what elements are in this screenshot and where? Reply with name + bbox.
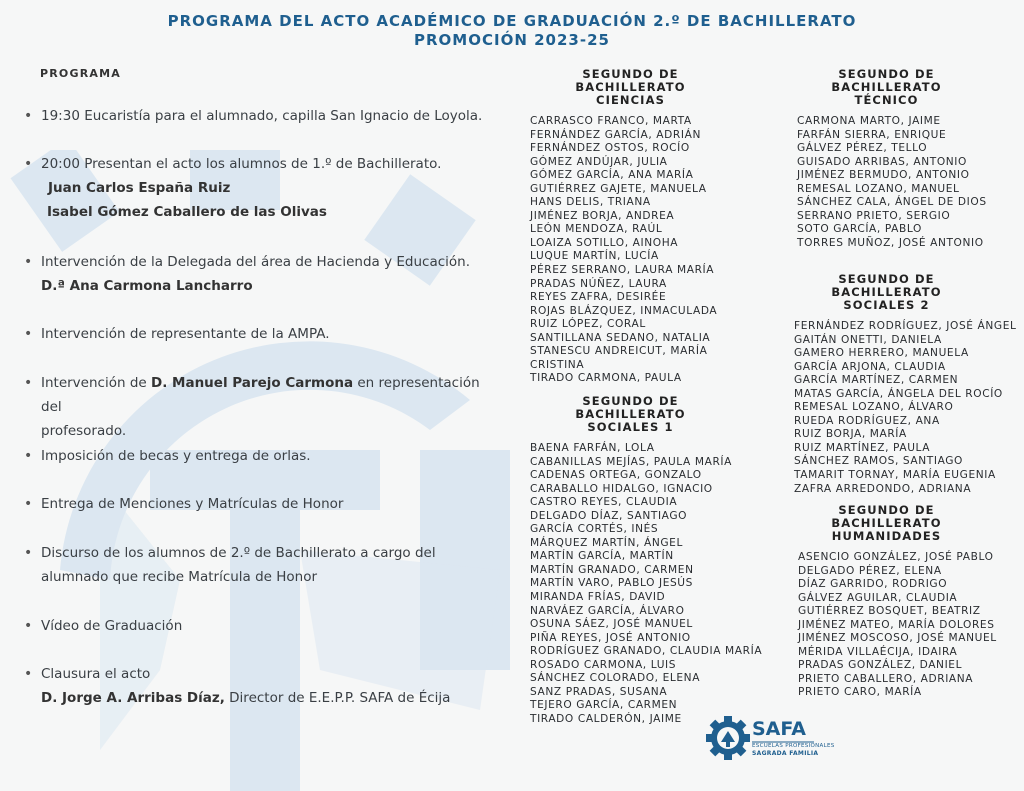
bullet-icon: • [24,108,33,124]
group-tecnico [784,68,989,250]
student-name: CASTRO REYES, CLAUDIA [530,496,678,509]
program-item: • 19:30 Eucaristía para el alumnado, capilla San Ignacio de Loyola. [24,104,504,128]
program-item: • Discurso de los alumnos de 2.º de Bachillerato a cargo del alumnado que recibe Matrícula de Honor [24,541,504,589]
group-title: SEGUNDO DE BACHILLERATO HUMANIDADES [831,503,942,543]
program-item: • Intervención de D. Manuel Parejo Carmona en representación del profesorado. [24,371,504,443]
student-name: CARMONA MARTO, JAIME [797,115,941,127]
student-name: DELGADO DÍAZ, SANTIAGO [530,509,688,522]
student-name: MÁRQUEZ MARTÍN, ÁNGEL [530,536,683,549]
student-name: GAMERO HERRERO, MANUELA [794,347,969,360]
student-name: GAITÁN ONETTI, DANIELA [794,333,942,346]
student-name: BAENA FARFÁN, LOLA [530,442,655,454]
student-name: SANZ PRADAS, SUSANA [530,685,668,698]
student-name: REMESAL LOZANO, MANUEL [797,182,960,195]
student-name: SÁNCHEZ CALA, ÁNGEL DE DIOS [797,196,987,209]
group-ciencias [528,68,733,386]
bullet-icon: • [24,666,33,682]
student-name: FERNÁNDEZ OSTOS, ROCÍO [530,142,690,155]
student-name: CARRASCO FRANCO, MARTA [530,115,692,127]
program-item: • Vídeo de Graduación [24,614,504,638]
logo-subtitle-2: SAGRADA FAMILIA [752,750,819,757]
student-name: SÁNCHEZ RAMOS, SANTIAGO [794,455,963,468]
bullet-icon: • [24,254,33,270]
student-name: MARTÍN GRANADO, CARMEN [530,563,694,576]
student-name: GÓMEZ GARCÍA, ANA MARÍA [530,169,694,182]
student-name: DELGADO PÉREZ, ELENA [798,564,942,577]
student-name: GUISADO ARRIBAS, ANTONIO [797,155,967,168]
student-name: MARTÍN VARO, PABLO JESÚS [530,577,693,590]
student-name: TAMARIT TORNAY, MARÍA EUGENIA [794,469,996,482]
student-name: MATAS GARCÍA, ÁNGELA DEL ROCÍO [794,387,1003,400]
student-name: LUQUE MARTÍN, LUCÍA [530,250,659,263]
group-title: SEGUNDO DE BACHILLERATO SOCIALES 2 [831,272,942,312]
student-name: PIÑA REYES, JOSÉ ANTONIO [530,631,691,644]
student-name: RUIZ LÓPEZ, CORAL [530,318,646,331]
student-name: GUTIÉRREZ BOSQUET, BEATRIZ [798,605,981,618]
program-item: • Imposición de becas y entrega de orlas. [24,444,504,468]
group-title: SEGUNDO DE BACHILLERATO CIENCIAS [575,67,686,107]
program-item: • Clausura el acto D. Jorge A. Arribas Díaz, Director de E.E.P.P. SAFA de Écija [24,662,504,710]
page-subtitle: PROMOCIÓN 2023-25 [414,31,610,49]
bullet-icon: • [24,448,33,464]
student-name: TIRADO CARMONA, PAULA [530,372,682,385]
bullet-icon: • [24,156,33,172]
student-name: DÍAZ GARRIDO, RODRIGO [798,578,948,591]
group-title: SEGUNDO DE BACHILLERATO SOCIALES 1 [575,394,686,434]
logo-brand: SAFA [752,718,806,740]
name-list [530,115,733,386]
student-name: ASENCIO GONZÁLEZ, JOSÉ PABLO [798,551,994,563]
group-sociales-2 [784,272,1017,496]
group-title: SEGUNDO DE BACHILLERATO TÉCNICO [831,67,942,107]
program-item: • Intervención de representante de la AMPA. [24,322,504,346]
student-name: SOTO GARCÍA, PABLO [797,223,922,236]
student-name: STANESCU ANDREICUT, MARÍA [530,345,708,358]
student-name: MÉRIDA VILLAÉCIJA, IDAIRA [798,645,958,658]
student-name: ZAFRA ARREDONDO, ADRIANA [794,482,972,495]
name-list [797,115,989,250]
page-header [0,12,1024,50]
student-name: FERNÁNDEZ RODRÍGUEZ, JOSÉ ÁNGEL [794,320,1017,332]
student-name: MIRANDA FRÍAS, DAVID [530,591,666,604]
student-name: TORRES MUÑOZ, JOSÉ ANTONIO [797,236,984,249]
name-list [798,551,997,700]
student-name: PRIETO CABALLERO, ADRIANA [798,672,974,685]
student-name: CARABALLO HIDALGO, IGNACIO [530,482,713,495]
student-name: SERRANO PRIETO, SERGIO [797,209,951,222]
programa-heading: PROGRAMA [40,67,121,80]
student-name: JIMÉNEZ BORJA, ANDREA [530,209,675,222]
bullet-icon: • [24,375,33,391]
student-name: OSUNA SÁEZ, JOSÉ MANUEL [530,618,693,631]
student-name: SÁNCHEZ COLORADO, ELENA [530,672,701,685]
program-item: • Entrega de Menciones y Matrículas de Honor [24,492,504,516]
student-name: ROSADO CARMONA, LUIS [530,658,677,671]
student-name: GARCÍA CORTÉS, INÉS [530,523,659,536]
student-name: JIMÉNEZ BERMUDO, ANTONIO [797,169,970,182]
student-name: RODRÍGUEZ GRANADO, CLAUDIA MARÍA [530,645,763,658]
student-name: ROJAS BLÁZQUEZ, INMACULADA [530,304,718,317]
group-humanidades [784,503,997,700]
student-name: HANS DELIS, TRIANA [530,196,651,209]
student-name: GÁLVEZ AGUILAR, CLAUDIA [798,591,958,604]
student-name: RUIZ MARTÍNEZ, PAULA [794,441,931,454]
page-title: PROGRAMA DEL ACTO ACADÉMICO DE GRADUACIÓN 2.º DE BACHILLERATO [167,12,857,30]
student-name: FERNÁNDEZ GARCÍA, ADRIÁN [530,128,701,141]
bullet-icon: • [24,326,33,342]
student-name: CRISTINA [530,358,585,371]
student-name: JIMÉNEZ MOSCOSO, JOSÉ MANUEL [798,632,997,645]
student-name: PÉREZ SERRANO, LAURA MARÍA [530,264,715,277]
student-name: TIRADO CALDERÓN, JAIME [530,712,682,725]
student-name: RUIZ BORJA, MARÍA [794,428,907,441]
bullet-icon: • [24,618,33,634]
student-name: PRADAS GONZÁLEZ, DANIEL [798,659,963,672]
student-name: TEJERO GARCÍA, CARMEN [530,699,678,712]
program-item: • Intervención de la Delegada del área de Hacienda y Educación. D.ª Ana Carmona Lancharro [24,250,504,298]
student-name: REMESAL LOZANO, ÁLVARO [794,401,954,414]
student-name: LEÓN MENDOZA, RAÚL [530,223,663,236]
student-name: CADENAS ORTEGA, GONZALO [530,469,702,482]
student-name: JIMÉNEZ MATEO, MARÍA DOLORES [798,618,995,631]
student-name: LOAIZA SOTILLO, AINOHA [530,236,679,249]
student-name: PRIETO CARO, MARÍA [798,686,922,699]
student-name: RUEDA RODRÍGUEZ, ANA [794,414,940,427]
student-name: CABANILLAS MEJÍAS, PAULA MARÍA [530,455,732,468]
student-name: MARTÍN GARCÍA, MARTÍN [530,550,674,563]
bullet-icon: • [24,496,33,512]
student-name: GARCÍA ARJONA, CLAUDIA [794,360,946,373]
group-sociales-1 [528,394,763,726]
student-name: SANTILLANA SEDANO, NATALIA [530,331,711,344]
student-name: FARFÁN SIERRA, ENRIQUE [797,128,947,141]
name-list [530,442,763,726]
logo-subtitle: ESCUELAS PROFESIONALES [752,743,835,749]
bullet-icon: • [24,545,33,561]
student-name: REYES ZAFRA, DESIRÉE [530,291,667,304]
student-name: GARCÍA MARTÍNEZ, CARMEN [794,374,959,387]
student-name: GÁLVEZ PÉREZ, TELLO [797,142,928,155]
student-name: PRADAS NÚÑEZ, LAURA [530,277,667,290]
student-name: NARVÁEZ GARCÍA, ÁLVARO [530,604,685,617]
student-name: GUTIÉRREZ GAJETE, MANUELA [530,182,707,195]
student-name: GÓMEZ ANDÚJAR, JULIA [530,155,668,168]
program-item: • 20:00 Presentan el acto los alumnos de 1.º de Bachillerato. Juan Carlos España Ruiz Isabel Gómez Caballero de las Olivas [24,152,504,224]
name-list [794,320,1017,496]
